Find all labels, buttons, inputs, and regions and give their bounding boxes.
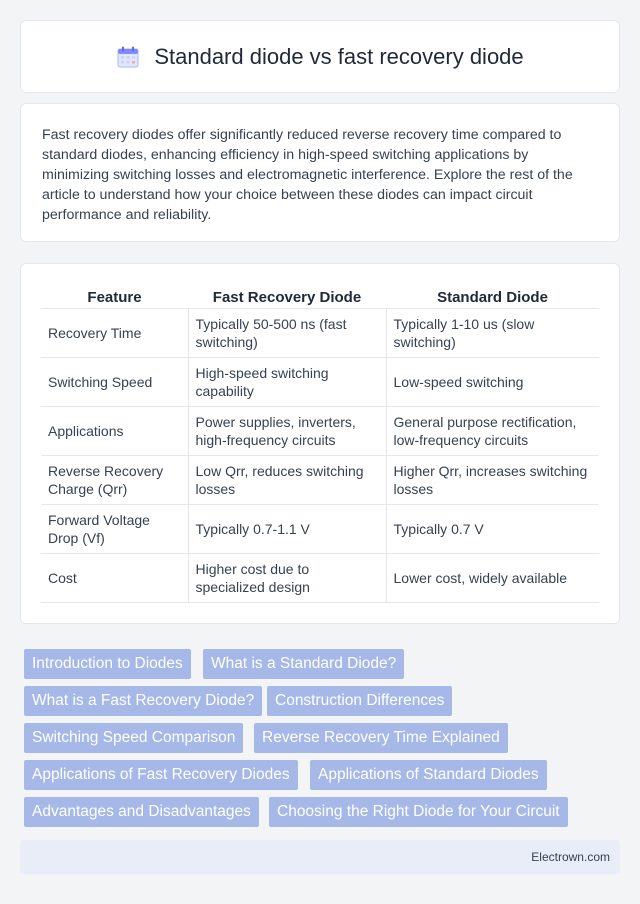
standard-cell: General purpose rectification, low-frequency circuits xyxy=(386,406,599,455)
feature-cell: Forward Voltage Drop (Vf) xyxy=(41,504,188,553)
feature-cell: Cost xyxy=(41,553,188,602)
comparison-table xyxy=(41,284,599,603)
fast-recovery-cell: Typically 0.7-1.1 V xyxy=(188,504,386,553)
feature-cell: Applications xyxy=(41,406,188,455)
table-row xyxy=(41,504,599,553)
header-standard: Standard Diode xyxy=(386,284,599,308)
tag-choosing-right-diode[interactable]: Choosing the Right Diode for Your Circuit xyxy=(269,797,568,827)
tag-advantages-disadvantages[interactable]: Advantages and Disadvantages xyxy=(24,797,259,827)
tag-applications-fast-recovery[interactable]: Applications of Fast Recovery Diodes xyxy=(24,760,298,790)
footer xyxy=(20,840,620,874)
comparison-table-card xyxy=(20,263,620,624)
fast-recovery-cell: Low Qrr, reduces switching losses xyxy=(188,455,386,504)
table-row xyxy=(41,455,599,504)
header-fast-recovery: Fast Recovery Diode xyxy=(188,284,386,308)
tag-reverse-recovery-time[interactable]: Reverse Recovery Time Explained xyxy=(254,723,508,753)
tag-what-is-fast-recovery-diode[interactable]: What is a Fast Recovery Diode? xyxy=(24,686,262,716)
tag-applications-standard[interactable]: Applications of Standard Diodes xyxy=(310,760,547,790)
tag-switching-speed-comparison[interactable]: Switching Speed Comparison xyxy=(24,723,243,753)
standard-cell: Typically 0.7 V xyxy=(386,504,599,553)
table-row xyxy=(41,308,599,357)
standard-cell: Low-speed switching xyxy=(386,357,599,406)
table-row xyxy=(41,553,599,602)
header-feature: Feature xyxy=(41,284,188,308)
feature-cell: Recovery Time xyxy=(41,308,188,357)
fast-recovery-cell: Higher cost due to specialized design xyxy=(188,553,386,602)
tag-introduction-to-diodes[interactable]: Introduction to Diodes xyxy=(24,649,191,679)
intro-text: Fast recovery diodes offer significantly reduced reverse recovery time compared to standard diodes, enhancing efficiency in high-speed switching applications by minimizing switching losses and electromagnetic interference. Explore the rest of the article to understand how your choice between these diodes can impact circuit performance and reliability. xyxy=(42,127,573,223)
standard-cell: Typically 1-10 us (slow switching) xyxy=(386,308,599,357)
page-title: Standard diode vs fast recovery diode xyxy=(154,43,524,69)
tag-construction-differences[interactable]: Construction Differences xyxy=(267,686,452,716)
calendar-icon xyxy=(116,45,140,69)
standard-cell: Lower cost, widely available xyxy=(386,553,599,602)
table-header-row xyxy=(41,284,599,308)
tag-what-is-standard-diode[interactable]: What is a Standard Diode? xyxy=(203,649,404,679)
table-row xyxy=(41,406,599,455)
intro-card xyxy=(20,103,620,242)
fast-recovery-cell: Power supplies, inverters, high-frequency circuits xyxy=(188,406,386,455)
footer-brand: Electrown.com xyxy=(531,850,610,864)
feature-cell: Switching Speed xyxy=(41,357,188,406)
standard-cell: Higher Qrr, increases switching losses xyxy=(386,455,599,504)
table-row xyxy=(41,357,599,406)
feature-cell: Reverse Recovery Charge (Qrr) xyxy=(41,455,188,504)
fast-recovery-cell: Typically 50-500 ns (fast switching) xyxy=(188,308,386,357)
title-card xyxy=(20,20,620,93)
fast-recovery-cell: High-speed switching capability xyxy=(188,357,386,406)
